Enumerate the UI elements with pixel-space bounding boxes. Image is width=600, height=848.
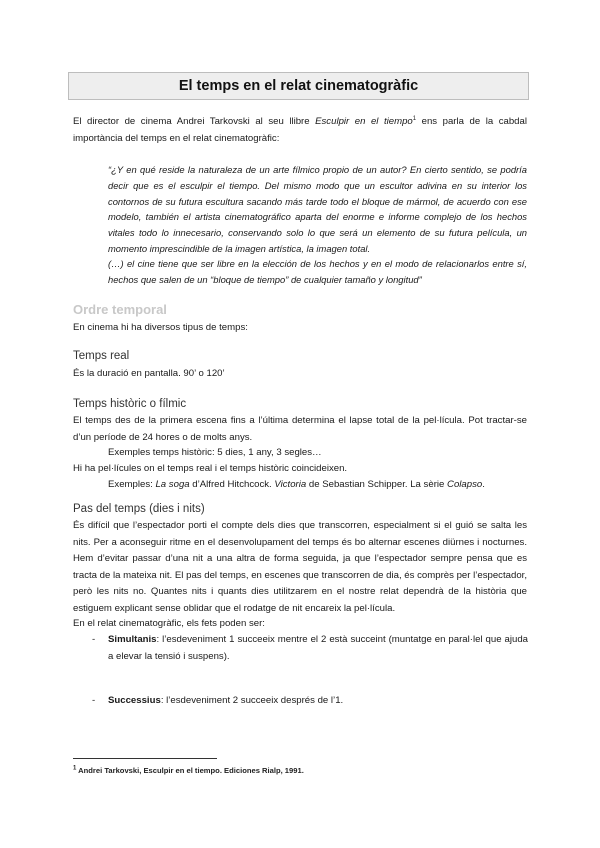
historic-text-2: Hi ha pel·lícules on el temps real i el temps històric coincideixen. — [73, 463, 348, 474]
list-term: Successius — [108, 695, 161, 706]
film-title: Victoria — [274, 479, 307, 490]
pas-text: És difícil que l’espectador porti el compte dels dies que transcorren, especialment si el guió se salta les nits. Per a aconseguir ritme en el desenvolupament del temps és bo alternar escenes diürnes i nocturnes. Hem d’evitar passar d’una nit a una altra de forma seguida, ja que l’espectador sempre pensa que es tracta de la mateixa nit. El pas del temps, en escenes que transcorren de dia, és comprès per l’espectador, però les nits no. Quantes nits i quants dies utilitzarem en el nostre relat dependrà de la història que estiguem explicant sense oblidar que el rodatge de nit encareix la pel·lícula. — [73, 520, 527, 614]
footnote: $^1$ Andrei Tarkovski, Esculpir en el tiempo. Ediciones Rialp, 1991. — [73, 765, 304, 775]
intro-paragraph — [73, 114, 527, 147]
page-title: El temps en el relat cinematogràfic — [68, 72, 529, 100]
heading-temps-real: Temps real — [73, 350, 130, 362]
footnote-divider — [73, 758, 217, 759]
footnote-ref[interactable]: 1 — [412, 115, 417, 122]
list-desc: : l’esdeveniment 1 succeeix mentre el 2 està succeint (muntatge en paral·lel que ajuda a elevar la tensió i suspens). — [108, 634, 528, 662]
heading-pas-del-temps: Pas del temps (dies i nits) — [73, 503, 205, 515]
list-term: Simultanis — [108, 634, 157, 645]
historic-examples: Exemples temps històric: 5 dies, 1 any, 3 segles… — [108, 447, 322, 458]
film-examples: Exemples: La soga d’Alfred Hitchcock. Victoria de Sebastian Schipper. La sèrie Colapso. — [108, 479, 485, 490]
film-title: La soga — [155, 479, 190, 490]
list-item-simultanis: - Simultanis: l’esdeveniment 1 succeeix mentre el 2 està succeint (muntatge en paral·lel que ajuda a elevar la tensió i suspens). — [92, 634, 528, 662]
historic-text: El temps des de la primera escena fins a l’última determina el lapse total de la pel·lícula. Pot tractar-se d’un període de 24 hores o de molts anys. — [73, 415, 527, 443]
series-title: Colapso — [447, 479, 483, 490]
intro-text: El director de cinema Andrei Tarkovski al seu llibre — [73, 116, 316, 127]
intro-text-end: ens parla de la cabdal importància del temps en el relat cinematogràfic: — [73, 116, 527, 144]
real-text: És la duració en pantalla. 90’ o 120’ — [73, 368, 225, 379]
quote-paragraph-1: “¿Y en qué reside la naturaleza de un arte fílmico propio de un autor? En cierto sentido, se podría decir que es el esculpir el tiempo. Del mismo modo que un escultor adivina en su interior los contornos de su futura escultura sacando más tarde todo el bloque de mármol, de acuerdo con ese modelo, también el artista cinematográfico aparta del enorme e informe complejo de los hechos vitales todo lo innecesario, conservando solo lo que será un elemento de su futura película, un momento imprescindible de la imagen artística, la imagen total. — [108, 164, 527, 254]
ordre-text: En cinema hi ha diversos tipus de temps: — [73, 322, 248, 333]
heading-ordre-temporal: Ordre temporal — [73, 302, 167, 317]
book-title: Esculpir en el tiempo — [315, 116, 413, 127]
relat-text: En el relat cinematogràfic, els fets poden ser: — [73, 618, 265, 629]
quote-paragraph-2: (…) el cine tiene que ser libre en la elección de los hechos y en el modo de relacionarlos entre sí, hechos que salen de un “bloque de tiempo” de cualquier tamaño y longitud” — [108, 258, 527, 285]
heading-temps-historic: Temps històric o fílmic — [73, 398, 187, 410]
list-item-successius: - Successius: l’esdeveniment 2 succeeix després de l’1. — [92, 695, 344, 706]
list-desc: : l’esdeveniment 2 succeeix després de l’1. — [160, 695, 344, 706]
